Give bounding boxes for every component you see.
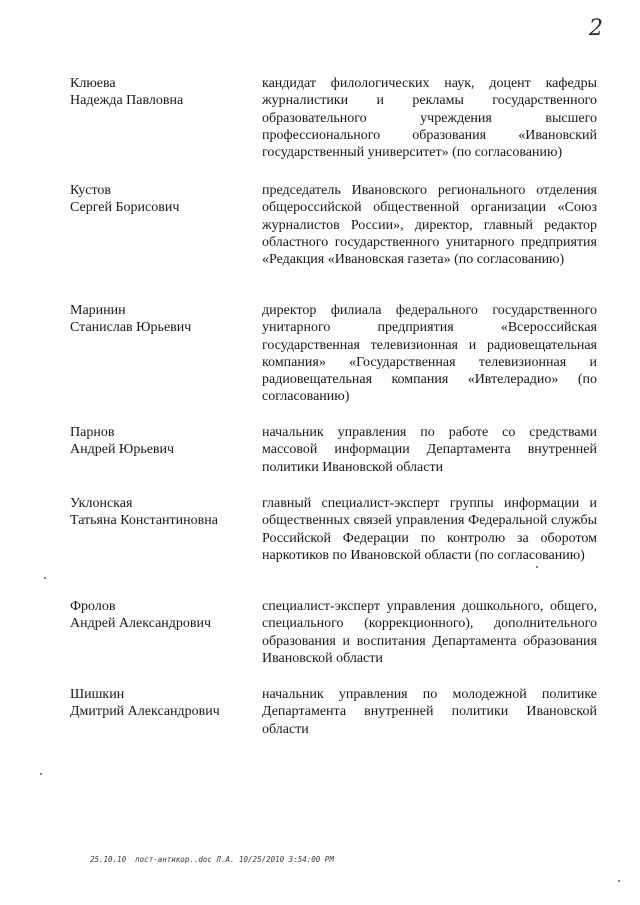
member-given-names: Станислав Юрьевич bbox=[70, 320, 192, 336]
member-role: кандидат филологических наук, доцент кафедры журналистики и рекламы государственного образовательного учреждения высшего профессионального образования «Ивановский государственный университет» (по согласованию) bbox=[262, 76, 597, 161]
member-surname: Кустов bbox=[70, 183, 112, 198]
member-role: главный специалист-эксперт группы информации и общественных связей управления Федеральной службы Российской Федерации по контролю за оборотом наркотиков по Ивановской области (по согласованию) bbox=[262, 496, 597, 563]
member-given-names: Дмитрий Александрович bbox=[70, 704, 220, 720]
scan-speck bbox=[536, 566, 538, 568]
member-name bbox=[70, 182, 250, 217]
document-footer: 25.10.10 пост-антикор..doc Л.А. 10/25/2010 3:54:00 PM bbox=[90, 855, 334, 864]
member-given-names: Андрей Юрьевич bbox=[70, 442, 175, 458]
member-given-names: Надежда Павловна bbox=[70, 93, 184, 109]
member-role: директор филиала федерального государственного унитарного предприятия «Всероссийская государственная телевизионная и радиовещательная компания» «Государственная телевизионная и радиовещательная компания «Ивтелерадио» (по согласованию) bbox=[262, 303, 597, 405]
member-role: начальник управления по молодежной политике Департамента внутренней политики Ивановской области bbox=[262, 687, 597, 737]
member-name bbox=[70, 686, 250, 721]
page-number: 2 bbox=[589, 16, 603, 41]
scan-speck bbox=[44, 577, 46, 579]
scan-speck bbox=[40, 773, 42, 775]
member-surname: Шишкин bbox=[70, 687, 125, 702]
member-given-names: Сергей Борисович bbox=[70, 200, 180, 216]
member-surname: Клюева bbox=[70, 76, 116, 91]
member-surname: Фролов bbox=[70, 599, 116, 614]
member-name bbox=[70, 75, 250, 110]
member-given-names: Андрей Александрович bbox=[70, 616, 212, 632]
scan-speck bbox=[618, 880, 620, 882]
member-surname: Парнов bbox=[70, 425, 115, 440]
member-name bbox=[70, 302, 250, 337]
member-surname: Маринин bbox=[70, 303, 126, 318]
member-role: начальник управления по работе со средствами массовой информации Департамента внутренней политики Ивановской области bbox=[262, 425, 597, 475]
member-role: специалист-эксперт управления дошкольного, общего, специального (коррекционного), дополнительного образования и воспитания Департамента образования Ивановской области bbox=[262, 599, 597, 666]
member-role: председатель Ивановского регионального отделения общероссийской общественной организации «Союз журналистов России», директор, главный редактор областного государственного унитарного предприятия «Редакция «Ивановская газета» (по согласованию) bbox=[262, 183, 597, 268]
member-given-names: Татьяна Константиновна bbox=[70, 513, 218, 529]
member-name bbox=[70, 598, 250, 633]
member-name bbox=[70, 495, 250, 530]
member-name bbox=[70, 424, 250, 459]
member-surname: Уклонская bbox=[70, 496, 133, 511]
